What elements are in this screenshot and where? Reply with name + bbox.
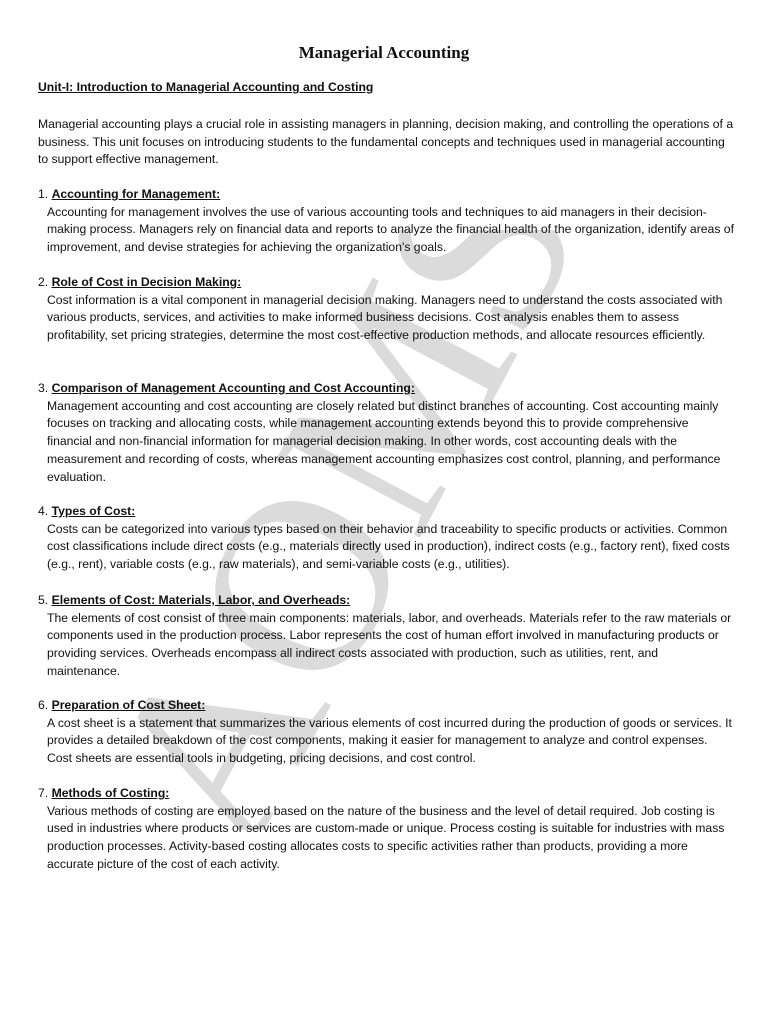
watermark-text: AOMS: [110, 230, 635, 830]
section-text: A cost sheet is a statement that summarizes the various elements of cost incurred during the production of goods or services. It provides a detailed breakdown of the cost components, making it easier for management to analyze and control expenses. Cost sheets are essential tools in budgeting, pricing decisions, and cost control.: [47, 715, 732, 766]
section-title: Accounting for Management:: [51, 187, 221, 201]
section-heading: [38, 274, 734, 292]
section-2: [38, 274, 734, 345]
section-heading: [38, 503, 734, 521]
section-number: 3.: [38, 381, 52, 395]
section-heading: [38, 785, 734, 803]
section-number: 6.: [38, 698, 52, 712]
section-text: Costs can be categorized into various types based on their behavior and traceability to specific products or activities. Common cost classifications include direct costs (e.g., materials directly used in production), indirect costs (e.g., factory rent), fixed costs (e.g., rent), variable costs (e.g., raw materials), and semi-variable costs (e.g., utilities).: [47, 521, 730, 572]
section-text: Cost information is a vital component in managerial decision making. Managers need to understand the costs associated with various products, services, and activities to make informed business decisions. Cost analysis enables them to assess profitability, set pricing strategies, determine the most cost-effective production methods, and allocate resources efficiently.: [47, 292, 723, 343]
intro-paragraph: [38, 116, 734, 169]
section-number: 2.: [38, 275, 52, 289]
section-text: Various methods of costing are employed based on the nature of the business and the level of detail required. Job costing is used in industries where products or services are custom-made or unique. Process costing is suitable for industries with mass production processes. Activity-based costing allocates costs to specific activities rather than products, providing a more accurate picture of the cost of each activity.: [47, 803, 725, 871]
section-3: [38, 380, 734, 486]
section-text: Management accounting and cost accounting are closely related but distinct branches of accounting. Cost accounting mainly focuses on tracking and allocating costs, while management accounting extends beyond this to provide comprehensive financial and non-financial information for managerial decision making. In other words, cost accounting deals with the measurement and recording of costs, whereas management accounting emphasizes cost control, planning, and performance evaluation.: [47, 398, 721, 484]
section-7: [38, 785, 734, 874]
section-number: 1.: [38, 187, 52, 201]
document-title: Managerial Accounting: [298, 43, 470, 62]
section-1: [38, 186, 734, 257]
section-text: The elements of cost consist of three main components: materials, labor, and overheads. Materials refer to the raw materials or components used in the production process. Labor represents the cost of human effort involved in manufacturing products or providing services. Overheads encompass all indirect costs associated with production, such as utilities, rent, and maintenance.: [47, 610, 732, 678]
section-title: Role of Cost in Decision Making:: [51, 275, 242, 289]
section-title: Elements of Cost: Materials, Labor, and Overheads:: [51, 593, 351, 607]
section-heading: [38, 380, 734, 398]
section-text: Accounting for management involves the use of various accounting tools and techniques to aid managers in their decision-making process. Managers rely on financial data and reports to analyze the financial health of the organization, identify areas of improvement, and devise strategies for achieving the organization's goals.: [47, 204, 734, 255]
section-heading: [38, 592, 734, 610]
section-heading: [38, 697, 734, 715]
section-title: Types of Cost:: [51, 504, 136, 518]
section-6: [38, 697, 734, 768]
section-title: Comparison of Management Accounting and Cost Accounting:: [51, 381, 415, 395]
intro-text: Managerial accounting plays a crucial role in assisting managers in planning, decision making, and controlling the operations of a business. This unit focuses on introducing students to the fundamental concepts and techniques used in managerial accounting to support effective management.: [38, 117, 734, 167]
section-number: 4.: [38, 504, 52, 518]
section-5: [38, 592, 734, 681]
section-heading: [38, 186, 734, 204]
section-number: 5.: [38, 593, 52, 607]
section-4: [38, 503, 734, 574]
section-title: Methods of Costing:: [51, 786, 170, 800]
section-title: Preparation of Cost Sheet:: [51, 698, 206, 712]
section-number: 7.: [38, 786, 52, 800]
unit-heading: Unit-I: Introduction to Managerial Accounting and Costing: [38, 80, 374, 94]
